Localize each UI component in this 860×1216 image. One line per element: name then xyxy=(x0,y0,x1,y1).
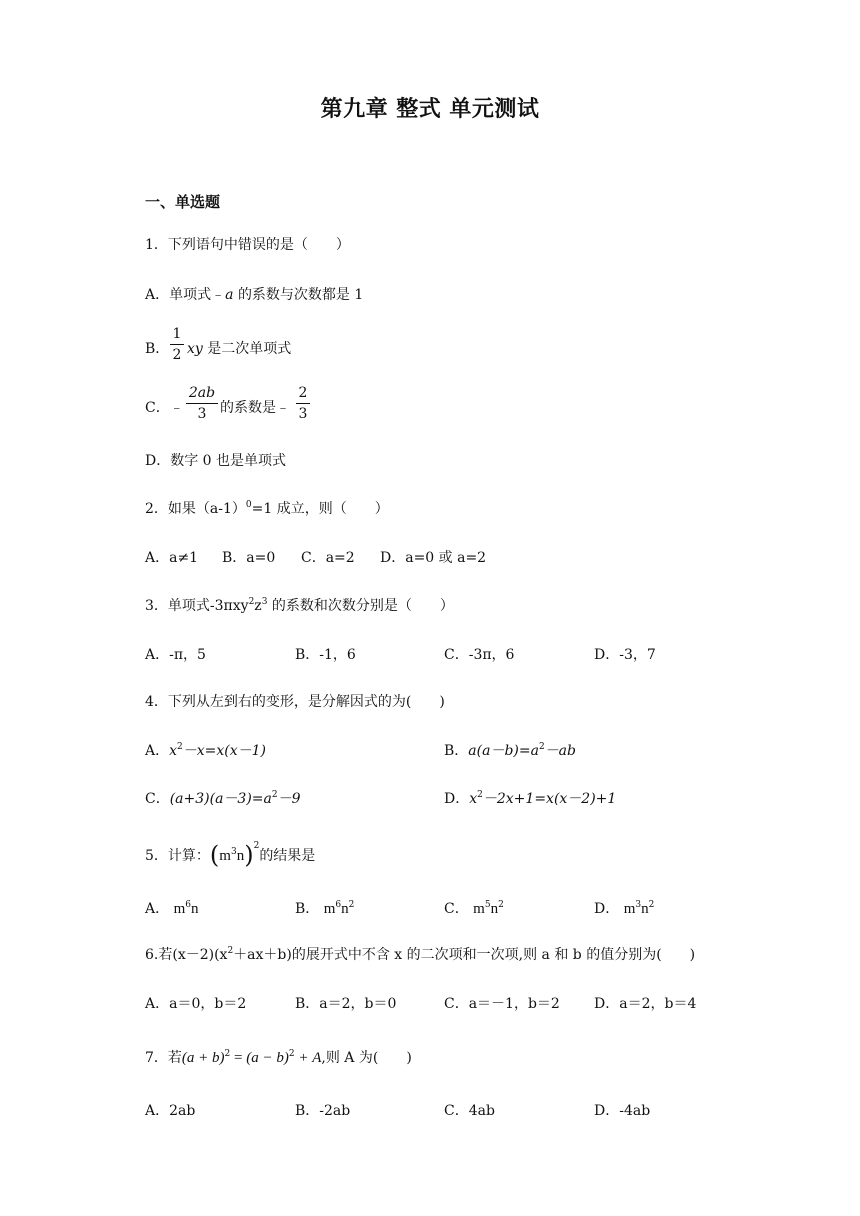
question-7-stem xyxy=(145,1047,412,1069)
math-variable: n xyxy=(190,901,199,917)
stem-text: 5．计算： xyxy=(145,848,210,864)
superscript: 5 xyxy=(484,900,491,910)
math-expression: －x=x(x－1) xyxy=(182,743,267,759)
superscript: 3 xyxy=(261,597,268,607)
question-4-option-b xyxy=(444,742,576,760)
superscript: 2 xyxy=(224,1049,231,1059)
option-text: 是二次单项式 xyxy=(207,341,292,357)
question-5-option-b xyxy=(295,900,354,918)
stem-text: =1 成立，则（ ） xyxy=(251,501,389,517)
question-3-option-a: A．-π，5 xyxy=(145,647,206,663)
superscript: 2 xyxy=(271,790,278,800)
math-expression: －9 xyxy=(277,791,301,807)
question-4-option-c xyxy=(145,790,301,808)
superscript: 2 xyxy=(177,742,183,752)
stem-text: 3．单项式-3πxy xyxy=(145,598,249,614)
option-label: A． xyxy=(145,901,170,917)
question-6-option-b: B．a＝2，b＝0 xyxy=(295,996,397,1012)
option-label: C． xyxy=(444,901,469,917)
question-3-option-b: B．-1，6 xyxy=(295,647,356,663)
question-2-option-c: C．a=2 xyxy=(301,550,355,566)
question-1-option-b-label: B． xyxy=(145,341,170,357)
superscript: 2 xyxy=(538,742,545,752)
question-7-option-d: D．-4ab xyxy=(594,1103,651,1119)
math-variable: n xyxy=(641,901,649,917)
question-1-option-b-fraction xyxy=(170,325,184,364)
fraction-numerator: 2 xyxy=(298,385,308,401)
question-4-option-a xyxy=(145,742,266,760)
question-6-option-d: D．a＝2，b＝4 xyxy=(594,996,697,1012)
math-variable: xy xyxy=(187,341,203,357)
option-text: 的系数与次数都是 1 xyxy=(237,287,364,303)
question-6-option-c: C．a＝－1，b＝2 xyxy=(444,996,560,1012)
math-variable: n xyxy=(341,901,349,917)
option-label: B． xyxy=(444,743,469,759)
fraction-denominator: 2 xyxy=(172,347,182,363)
question-1-option-b-text xyxy=(187,340,291,358)
superscript: 2 xyxy=(348,900,355,910)
question-3-option-c: C．-3π，6 xyxy=(444,647,515,663)
superscript: 2 xyxy=(477,790,483,800)
question-7-option-b: B．-2ab xyxy=(295,1103,351,1119)
question-6-option-a: A．a＝0，b＝2 xyxy=(145,996,247,1012)
option-label: D． xyxy=(594,901,620,917)
math-variable: n xyxy=(236,848,245,864)
math-variable: x xyxy=(469,791,478,807)
superscript: 2 xyxy=(227,946,234,956)
math-variable: m xyxy=(623,901,636,917)
math-expression: a(a－b)=a xyxy=(468,743,539,759)
question-3-stem xyxy=(145,597,454,615)
math-variable: m xyxy=(173,901,186,917)
question-2-stem xyxy=(145,500,389,518)
math-variable: m xyxy=(219,848,231,864)
superscript: 2 xyxy=(253,841,260,851)
option-label: B． xyxy=(295,901,320,917)
fraction-numerator: 2ab xyxy=(188,385,216,401)
question-4-option-d xyxy=(444,790,616,808)
superscript: 3 xyxy=(635,900,642,910)
math-expression: －2x+1=x(x－2)+1 xyxy=(482,791,617,807)
question-1-option-d: D．数字 0 也是单项式 xyxy=(145,453,287,469)
superscript: 2 xyxy=(498,900,504,910)
question-1-option-c-text: 的系数是﹣ xyxy=(220,400,290,416)
question-2-option-a: A．a≠1 xyxy=(145,550,199,566)
stem-text: ,则 A 为( ) xyxy=(321,1050,412,1066)
fraction-denominator: 3 xyxy=(298,406,308,422)
question-5-option-d xyxy=(594,900,654,918)
fraction-bar xyxy=(296,403,310,404)
math-variable: n xyxy=(490,901,499,917)
question-2-option-d: D．a=0 或 a=2 xyxy=(380,550,487,566)
fraction-numerator: 1 xyxy=(172,326,182,342)
math-operator: = xyxy=(230,1050,247,1066)
question-1-stem: 1．下列语句中错误的是（ ） xyxy=(145,237,350,253)
option-label: A．单项式﹣ xyxy=(145,287,226,303)
question-1-option-a xyxy=(145,286,363,304)
option-label: D． xyxy=(444,791,470,807)
stem-text: 7．若 xyxy=(145,1050,182,1066)
stem-text: 的系数和次数分别是（ ） xyxy=(271,598,454,614)
question-2-option-b: B．a=0 xyxy=(222,550,276,566)
question-5-option-c xyxy=(444,900,504,918)
superscript: 2 xyxy=(648,900,655,910)
question-1-option-c-fraction-1 xyxy=(186,384,218,423)
math-variable: x xyxy=(169,743,178,759)
fraction-denominator: 3 xyxy=(197,406,207,422)
math-paren: ) xyxy=(244,841,254,869)
math-variable: m xyxy=(323,901,336,917)
math-expression: (a − b) xyxy=(246,1050,289,1066)
fraction-bar xyxy=(170,344,184,345)
math-variable: m xyxy=(473,901,485,917)
stem-text: z xyxy=(254,598,262,614)
option-label: A． xyxy=(145,743,170,759)
question-3-option-d: D．-3，7 xyxy=(594,647,656,663)
section-heading: 一、单选题 xyxy=(145,193,221,211)
question-6-stem xyxy=(145,946,695,964)
math-paren: ( xyxy=(209,841,220,869)
question-5-option-a xyxy=(145,900,198,918)
superscript: 0 xyxy=(245,500,252,510)
question-1-option-c-fraction-2 xyxy=(296,384,310,423)
stem-text: 2．如果（a-1） xyxy=(145,501,246,517)
math-variable: a xyxy=(225,287,234,303)
math-expression: (a + b) xyxy=(181,1050,225,1066)
question-7-option-a: A．2ab xyxy=(145,1103,196,1119)
superscript: 3 xyxy=(230,847,237,857)
option-label: C． xyxy=(145,791,170,807)
stem-text: 6.若(x－2)(x xyxy=(145,947,228,963)
superscript: 2 xyxy=(248,597,255,607)
superscript: 2 xyxy=(288,1049,295,1059)
stem-text: ＋ax＋b)的展开式中不含 x 的二次项和一次项,则 a 和 b 的值分别为( ) xyxy=(233,947,696,963)
math-expression: + A xyxy=(294,1050,322,1066)
question-7-option-c: C．4ab xyxy=(444,1103,495,1119)
fraction-bar xyxy=(186,403,218,404)
question-4-stem: 4．下列从左到右的变形，是分解因式的为( ) xyxy=(145,694,445,710)
math-expression: －ab xyxy=(544,743,576,759)
stem-text: 的结果是 xyxy=(259,848,316,864)
question-1-option-c-label: C．﹣ xyxy=(145,400,184,416)
question-5-stem xyxy=(145,841,316,869)
superscript: 6 xyxy=(185,900,191,910)
math-expression: (a+3)(a－3)=a xyxy=(169,791,272,807)
superscript: 6 xyxy=(335,900,342,910)
page-title: 第九章 整式 单元测试 xyxy=(320,97,540,122)
